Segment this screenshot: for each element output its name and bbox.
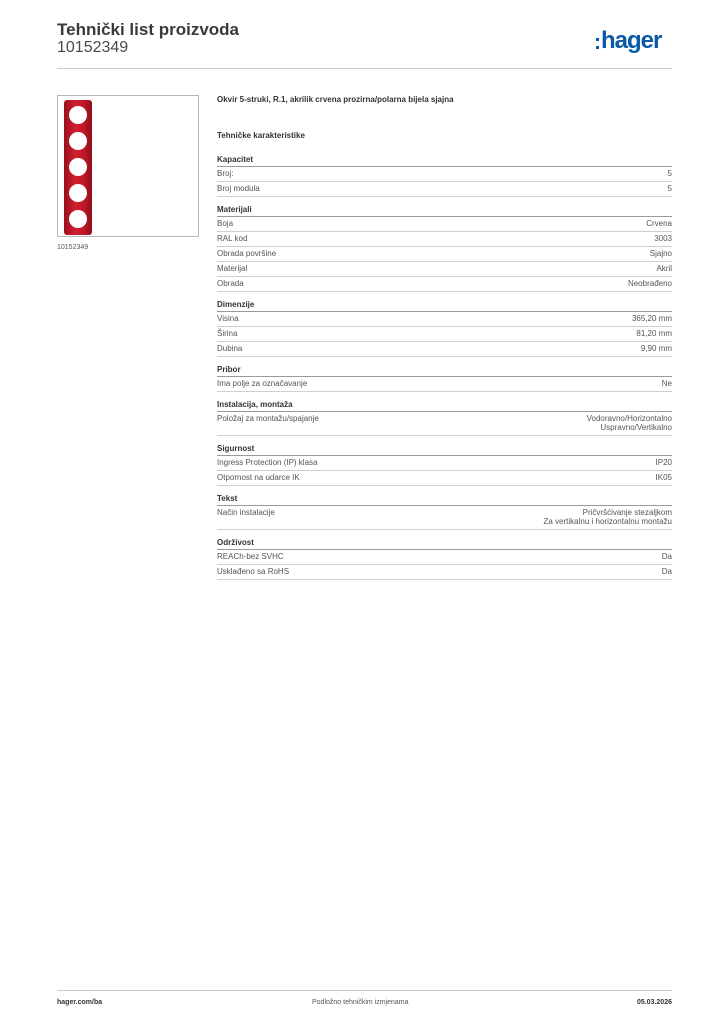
spec-value: [662, 552, 672, 561]
spec-label: Način instalacije: [217, 508, 275, 517]
spec-value: [668, 184, 672, 193]
spec-group-title: Pribor: [217, 365, 672, 377]
spec-value: [646, 219, 672, 228]
spec-row: [217, 456, 672, 471]
spec-value-line: Za vertikalnu i horizontalnu montažu: [543, 517, 672, 526]
spec-value: [587, 414, 672, 432]
frame-opening-3: [69, 158, 87, 176]
logo-text: hager: [601, 27, 662, 54]
spec-label: Ingress Protection (IP) klasa: [217, 458, 318, 467]
spec-row: [217, 471, 672, 486]
spec-label: Položaj za montažu/spajanje: [217, 414, 319, 423]
spec-groups: [217, 155, 672, 580]
spec-value-line: 365,20 mm: [631, 314, 672, 323]
logo-colon-icon: [596, 38, 599, 49]
spec-value-line: Akril: [656, 264, 672, 273]
footer-note: Podložno tehničkim izmjenama: [312, 999, 409, 1006]
spec-value-line: IP20: [655, 458, 672, 467]
spec-group: [217, 365, 672, 392]
spec-value: [656, 264, 672, 273]
spec-group: [217, 494, 672, 530]
spec-group-title: Dimenzije: [217, 300, 672, 312]
spec-value-line: 5: [667, 184, 672, 193]
product-image-caption: 10152349: [57, 244, 89, 251]
spec-label: RAL kod: [217, 234, 248, 243]
spec-row: [217, 412, 672, 436]
spec-group: [217, 155, 672, 197]
footer-date: 05.03.2026: [636, 999, 672, 1006]
spec-value-line: 5: [667, 169, 672, 178]
product-frame-image: [64, 100, 92, 235]
frame-opening-1: [69, 106, 87, 124]
spec-value: [656, 458, 672, 467]
spec-value: [636, 329, 672, 338]
spec-value: [656, 473, 672, 482]
spec-row: [217, 327, 672, 342]
spec-value-line: Ne: [661, 379, 672, 388]
spec-value-line: IK05: [655, 473, 672, 482]
spec-value-line: Sjajno: [649, 249, 672, 258]
spec-value-line: 81,20 mm: [636, 329, 672, 338]
product-description: Okvir 5-struki, R.1, akrilik crvena prozirna/polarna bijela sjajna: [217, 95, 454, 104]
spec-label: Obrada: [217, 279, 244, 288]
spec-group: [217, 205, 672, 292]
spec-group-title: Instalacija, montaža: [217, 400, 672, 412]
spec-row: [217, 262, 672, 277]
spec-row: [217, 182, 672, 197]
frame-opening-2: [69, 132, 87, 150]
hager-logo[interactable]: [596, 29, 661, 53]
spec-row: [217, 247, 672, 262]
spec-group-title: Kapacitet: [217, 155, 672, 167]
spec-row: [217, 506, 672, 530]
frame-opening-5: [69, 210, 87, 228]
spec-group-title: Tekst: [217, 494, 672, 506]
spec-label: Materijal: [217, 264, 248, 273]
spec-label: Obrada površine: [217, 249, 277, 258]
spec-group-title: Materijali: [217, 205, 672, 217]
spec-group: [217, 300, 672, 357]
header-divider: [57, 68, 672, 69]
spec-value: [641, 344, 672, 353]
spec-label: Broj:: [217, 169, 234, 178]
spec-group-title: Održivost: [217, 538, 672, 550]
spec-value: [543, 508, 672, 526]
spec-group: [217, 444, 672, 486]
spec-value-line: Vodoravno/Horizontalno: [586, 414, 672, 423]
spec-value: [628, 279, 672, 288]
spec-value-line: Uspravno/Vertikalno: [600, 423, 672, 432]
spec-label: Usklađeno sa RoHS: [217, 567, 290, 576]
spec-value: [650, 249, 672, 258]
specs-heading: Tehničke karakteristike: [217, 131, 305, 140]
spec-value-line: Pričvršćivanje stezaljkom: [582, 508, 672, 517]
spec-row: [217, 232, 672, 247]
spec-value: [654, 234, 672, 243]
spec-label: Otpornost na udarce IK: [217, 473, 300, 482]
spec-row: [217, 550, 672, 565]
spec-value: [632, 314, 672, 323]
spec-label: Širina: [217, 329, 238, 338]
spec-value: [662, 379, 672, 388]
spec-label: Ima polje za označavanje: [217, 379, 308, 388]
product-code: 10152349: [57, 39, 129, 56]
spec-group: [217, 538, 672, 580]
spec-label: Dubina: [217, 344, 243, 353]
spec-content: [217, 95, 672, 588]
spec-row: [217, 377, 672, 392]
spec-row: [217, 277, 672, 292]
spec-value-line: 3003: [654, 234, 672, 243]
spec-value-line: Da: [661, 567, 672, 576]
page-title: Tehnički list proizvoda: [57, 20, 239, 39]
spec-row: [217, 565, 672, 580]
spec-value-line: Da: [661, 552, 672, 561]
spec-value: [662, 567, 672, 576]
spec-row: [217, 342, 672, 357]
footer-website[interactable]: hager.com/ba: [57, 999, 103, 1006]
spec-row: [217, 217, 672, 232]
spec-label: Visina: [217, 314, 239, 323]
footer-divider: [57, 990, 672, 991]
spec-row: [217, 167, 672, 182]
spec-value: [668, 169, 672, 178]
spec-group: [217, 400, 672, 436]
spec-value-line: Crvena: [646, 219, 672, 228]
spec-label: Boja: [217, 219, 234, 228]
spec-label: REACh-bez SVHC: [217, 552, 284, 561]
spec-value-line: 9,90 mm: [640, 344, 672, 353]
spec-group-title: Sigurnost: [217, 444, 672, 456]
spec-row: [217, 312, 672, 327]
frame-opening-4: [69, 184, 87, 202]
spec-label: Broj modula: [217, 184, 260, 193]
spec-value-line: Neobrađeno: [627, 279, 672, 288]
